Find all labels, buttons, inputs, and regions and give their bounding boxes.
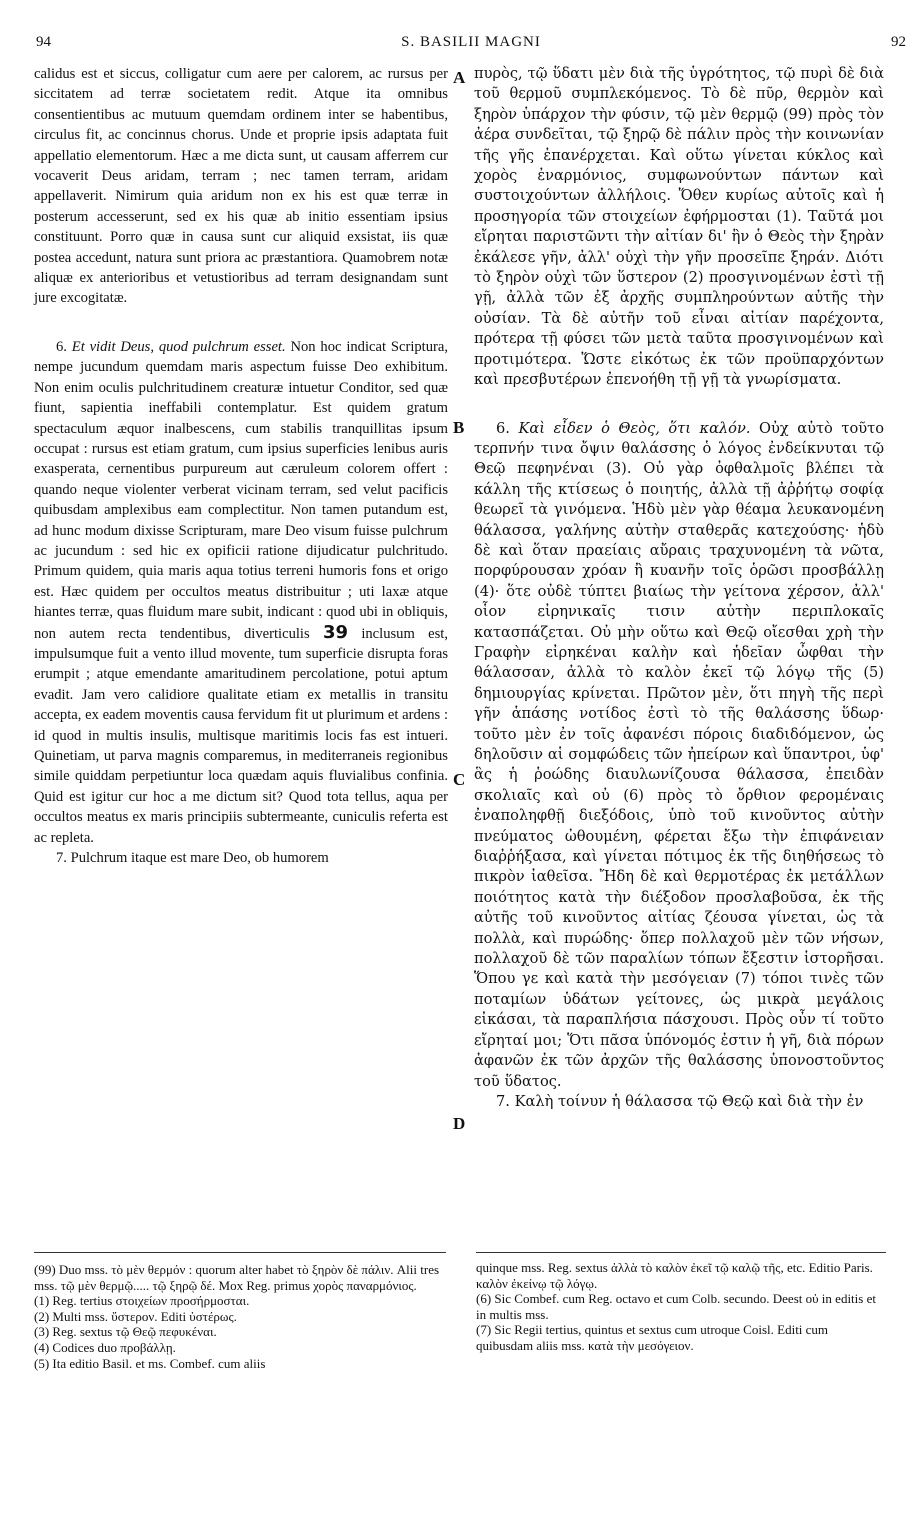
- footnote: (5) Ita editio Basil. et ms. Combef. cum aliis: [34, 1355, 266, 1371]
- latin-paragraph-6: [34, 337, 448, 848]
- latin-paragraph-1: calidus est et siccus, colligatur cum aere per calorem, ac rursus per siccitatem ad terræ societatem redit. Atque ita omnibus consentientibus ac mutuum quemdam ordinem inter se habentibus, circulus fit, ac concinnus chorus. Unde et proprie ipsis adaptata fuit appellatio elementorum. Hæc a me dicta sunt, ut causam afferrem cur vocaverit Deus aridam, terram ; nec tamen terram, aridam appellaverit. Nimirum quia aridum non ex his est quæ terræ in posterum accesserunt, sed ex his quæ ab initio essentiam ipsius constituunt. Porro quæ in causa sunt cur aliquid exsistat, iis quæ postea accedunt, natura sunt priora ac præstantiora. Quamobrem notæ aliquæ ex anterioribus et vetustioribus ad terram designandam sunt jure excogitatæ.: [34, 66, 448, 307]
- footnote-rule-right: [476, 1252, 886, 1253]
- footnote: (3) Reg. sextus τῷ Θεῷ πεφυκέναι.: [34, 1324, 217, 1340]
- footnote: (6) Sic Combef. cum Reg. octavo et cum Colb. secundo. Deest οὐ in editis et in multis mss.: [476, 1291, 876, 1322]
- latin-paragraph-7: 7. Pulchrum itaque est mare Deo, ob humorem: [56, 850, 329, 867]
- greek-column: [474, 64, 884, 1112]
- running-title: S. BASILII MAGNI: [401, 34, 541, 50]
- footnote: quinque mss. Reg. sextus ἀλλὰ τὸ καλὸν ἐκεῖ τῷ καλῷ τῆς, etc. Editio Paris. καλὸν ἐκείνῳ τῷ λόγῳ.: [476, 1260, 873, 1291]
- latin-column: [34, 64, 448, 868]
- margin-marker-d: D: [453, 1114, 466, 1133]
- footnote: (7) Sic Regii tertius, quintus et sextus cum utroque Coisl. Editi cum quibusdam aliis mss. κατὰ τὴν μεσόγειον.: [476, 1322, 829, 1353]
- footnote-rule-left: [34, 1252, 446, 1253]
- greek-text: Οὐχ αὐτὸ τοῦτο τερπνήν τινα ὄψιν θαλάσσης ὁ λόγος ἐνδείκνυται τῷ Θεῷ πεφηνέναι (3). Οὐ γὰρ ὀφθαλμοῖς βλέπει τὰ κάλλη τῆς κτίσεως ὁ ποιητής, ἀλλὰ τῇ ἀῤῥήτῳ σοφίᾳ θεωρεῖ τὰ γινόμενα. Ἡδὺ μὲν γὰρ θέαμα λευκανομένη θάλασσα, γαλήνης αὐτὴν σταθερᾶς κατεχούσης· ἡδὺ δὲ καὶ ὅταν πραείαις αὔραις τραχυνομένη τὰ νῶτα, πορφύρουσαν χρόαν ἢ κυανῆν τοῖς ὁρῶσι προσβάλλῃ (4)· ὅτε οὐδὲ τύπτει βιαίως τὴν γείτονα χέρσον, ἀλλ' οἷον εἰρηνικαῖς τισιν αὐτὴν περιπλοκαῖς κατασπάζεται. Οὐ μὴν οὕτω καὶ Θεῷ οἴεσθαι χρὴ τὴν Γραφὴν εἰρηκέναι καλὴν καὶ ἡδεῖαν ὦφθαι τὴν θάλασσαν, ἀλλὰ τὸ καλὸν ἐκεῖ τῷ λόγῳ τῆς (5) δημιουργίας κρίνεται. Πρῶτον μὲν, ὅτι πηγὴ τῆς περὶ γῆν ἁπάσης νοτίδος ἐστὶ τὸ τῆς θαλάσσης ὕδωρ· τοῦτο μὲν ἐν τοῖς ἀφανέσι πόροις διαδιδόμενον, ὡς δηλοῦσιν αἱ σομφώδεις τῶν ἠπείρων καὶ ὕπαντροι, ὑφ' ἃς ἡ ῥοώδης διαυλωνίζουσα θάλασσα, ἐπειδὰν σκολιαῖς καὶ οὐ (6) πρὸς τὸ ὄρθιον φερομέναις ἐναποληφθῇ διεξόδοις, ὑπὸ τοῦ κινοῦντος αὐτὴν πνεύματος ὠθουμένη, φέρεται ἔξω τὴν ἐπιφάνειαν διαῤῥήξασα, καὶ γίνεται πότιμος ἐκ τῆς διηθήσεως τὸ πικρὸν ἰαθεῖσα. Ἤδη δὲ καὶ θερμοτέρας ἐκ μετάλλων ποιότητος κατὰ τὴν διέξοδον προσλαβοῦσα, ἐκ τῆς αὐτῆς τοῦ κινοῦντος αἰτίας ζέουσα γίνεται, ὡς τὰ πολλὰ, καὶ πυρώδης· ὅπερ πολλαχοῦ μὲν τῶν νήσων, πολλαχοῦ δὲ τῶν παραλίων τόπων ἔξεστιν ἱστορῆσαι. Ὅπου γε καὶ κατὰ τὴν μεσόγειαν (7) τόποι τινὲς τῶν ποταμίων ὑδάτων γείτονες, ὡς μικρὰ μεγάλοις εἰκάσαι, τὰ παραπλήσια πάσχουσι. Πρὸς οὖν τί τοῦτο εἴρηταί μοι; Ὅτι πᾶσα ὑπόνομός ἐστιν ἡ γῆ, διὰ πόρων ἀφανῶν ἐκ τῶν ἀρχῶν τῆς θαλάσσης ὑπονοστοῦντος τοῦ ὕδατος.: [474, 419, 884, 1090]
- footnote: (2) Multi mss. ὕστερον. Editi ὑστέρως.: [34, 1308, 237, 1324]
- greek-lemma: Καὶ εἶδεν ὁ Θεὸς, ὅτι καλόν.: [518, 419, 751, 437]
- footnote: (99) Duo mss. τὸ μὲν θερμόν : quorum alter habet τὸ ξηρὸν δὲ πάλιν. Alii tres mss. τῷ μὲν θερμῷ..... τῷ ξηρῷ δέ. Mox Reg. primus χορὸς παναρμόνιος.: [34, 1262, 440, 1293]
- page-number-left: 94: [36, 34, 51, 50]
- greek-paragraph-6: [474, 419, 884, 1092]
- footnote: (4) Codices duo προβάλλῃ.: [34, 1339, 176, 1355]
- page-header: [36, 34, 906, 56]
- page-number-right: 92: [891, 34, 906, 50]
- margin-marker-c: C: [453, 770, 466, 789]
- greek-paragraph-1: πυρὸς, τῷ ὕδατι μὲν διὰ τῆς ὑγρότητος, τῷ πυρὶ δὲ διὰ τοῦ θερμοῦ συμπλεκόμενος. Τὸ δὲ πῦρ, θερμὸν καὶ ξηρὸν ὑπάρχον τὴν φύσιν, τῷ μὲν θερμῷ (99) πρὸς τὸν ἀέρα συνδεῖται, τῷ ξηρῷ δὲ πάλιν πρὸς τὴν κοινωνίαν τῆς γῆς ἐπανέρχεται. Καὶ οὕτω γίνεται κύκλος καὶ χορὸς ἐναρμόνιος, συμφωνούντων πάντων καὶ συστοιχούντων ἀλλήλοις. Ὅθεν κυρίως αὐτοῖς καὶ ἡ προσηγορία τῶν στοιχείων ἐφήρμοσται (1). Ταῦτά μοι εἴρηται παριστῶντι τὴν αἰτίαν δι' ἣν ὁ Θεὸς τὴν ξηρὰν ἐκάλεσε γῆν, ἀλλ' οὐχὶ τὴν γῆν προσεῖπε ξηράν. Διότι τὸ ξηρὸν οὐχὶ τῶν ὕστερον (2) προσγινομένων ἐστὶ τῇ γῇ, ἀλλὰ τῶν ἐξ ἀρχῆς συμπληρούντων αὐτῆς τὴν οὐσίαν. Τὰ δὲ αὐτῆν τοῦ εἶναι αἰτίαν παρέχοντα, πρότερα τῇ φύσει τῶν μετὰ ταῦτα προσγινομένων καὶ προτιμότερα. Ὥστε εἰκότως ἐκ τῶν προϋπαρχόντων καὶ πρεσβυτέρων ἐπενοήθη τῇ γῇ τὰ γνωρίσματα.: [474, 65, 884, 389]
- margin-marker-b: B: [453, 418, 465, 437]
- latin-text-b: inclusum est, impulsumque fuit a vento illud movente, tum superficie disrupta foras erumpit ; atque emendante amaritudinem percolatione, potui aptum evadit. Jam vero calidiore qualitate etiam ex metallis in transitu accepta, ex eadem moventis causa fervidum fit ut plurimum et ardens : id quod in multis insulis, multisque maritimis locis fas est intueri. Quinetiam, ut parva magnis comparemus, in mediterraneis regionibus simile quiddam perpetiuntur loca quædam aquis fluvialibus confinia. Quid est igitur cur hoc a me dictum sit? Quod tota tellus, aqua per occultos meatus ex maris principiis subtermeante, cuniculis referta est ac repleta.: [34, 625, 448, 846]
- margin-marker-a: A: [453, 68, 466, 87]
- footnotes-left: [34, 1262, 444, 1371]
- footnotes-right: [476, 1260, 886, 1354]
- latin-text-a: Non hoc indicat Scriptura, nempe jucundum quemdam maris aspectum fuisse Deo exhibitum. Non enim oculis pulchritudinem creaturæ intuetur Conditor, sed quæ fiunt, sapientia ineffabili contemplatur. Est quidem gratum spectaculum æquor inalbescens, cum stabilis tranquillitas ipsum occupat : rursus est etiam gratum, cum ipsius superficies lenibus auris exasperata, cernentibus purpureum aut cæruleum colorem offert : quando neque violenter verberat vicinam terram, sed velut pacificis quibusdam amplexibus eam complectitur. Non tamen putandum est, ad hunc modum dixisse Scripturam, mare Deo visum fuisse pulchrum ac jucundum : sed hic ex opificii ratione dijudicatur pulchritudo. Primum quidem, quia maris aqua totius terreni humoris fons et origo est. Hæc quidem per occultos meatus distribuitur ; uti laxæ atque hiantes terræ, quas fluidum mare subit, indicant : quod ubi in obliquis, non autem recta tendentibus, diverticulis: [34, 338, 449, 642]
- footnote: (1) Reg. tertius στοιχείων προσήρμοσται.: [34, 1293, 250, 1309]
- column-number-39: 39: [322, 621, 349, 643]
- latin-section-number: 6.: [56, 338, 72, 355]
- greek-section-number: 6.: [496, 419, 519, 437]
- greek-paragraph-7: 7. Καλὴ τοίνυν ἡ θάλασσα τῷ Θεῷ καὶ διὰ τὴν ἐν: [496, 1092, 864, 1110]
- latin-lemma: Et vidit Deus, quod pulchrum esset.: [71, 338, 286, 355]
